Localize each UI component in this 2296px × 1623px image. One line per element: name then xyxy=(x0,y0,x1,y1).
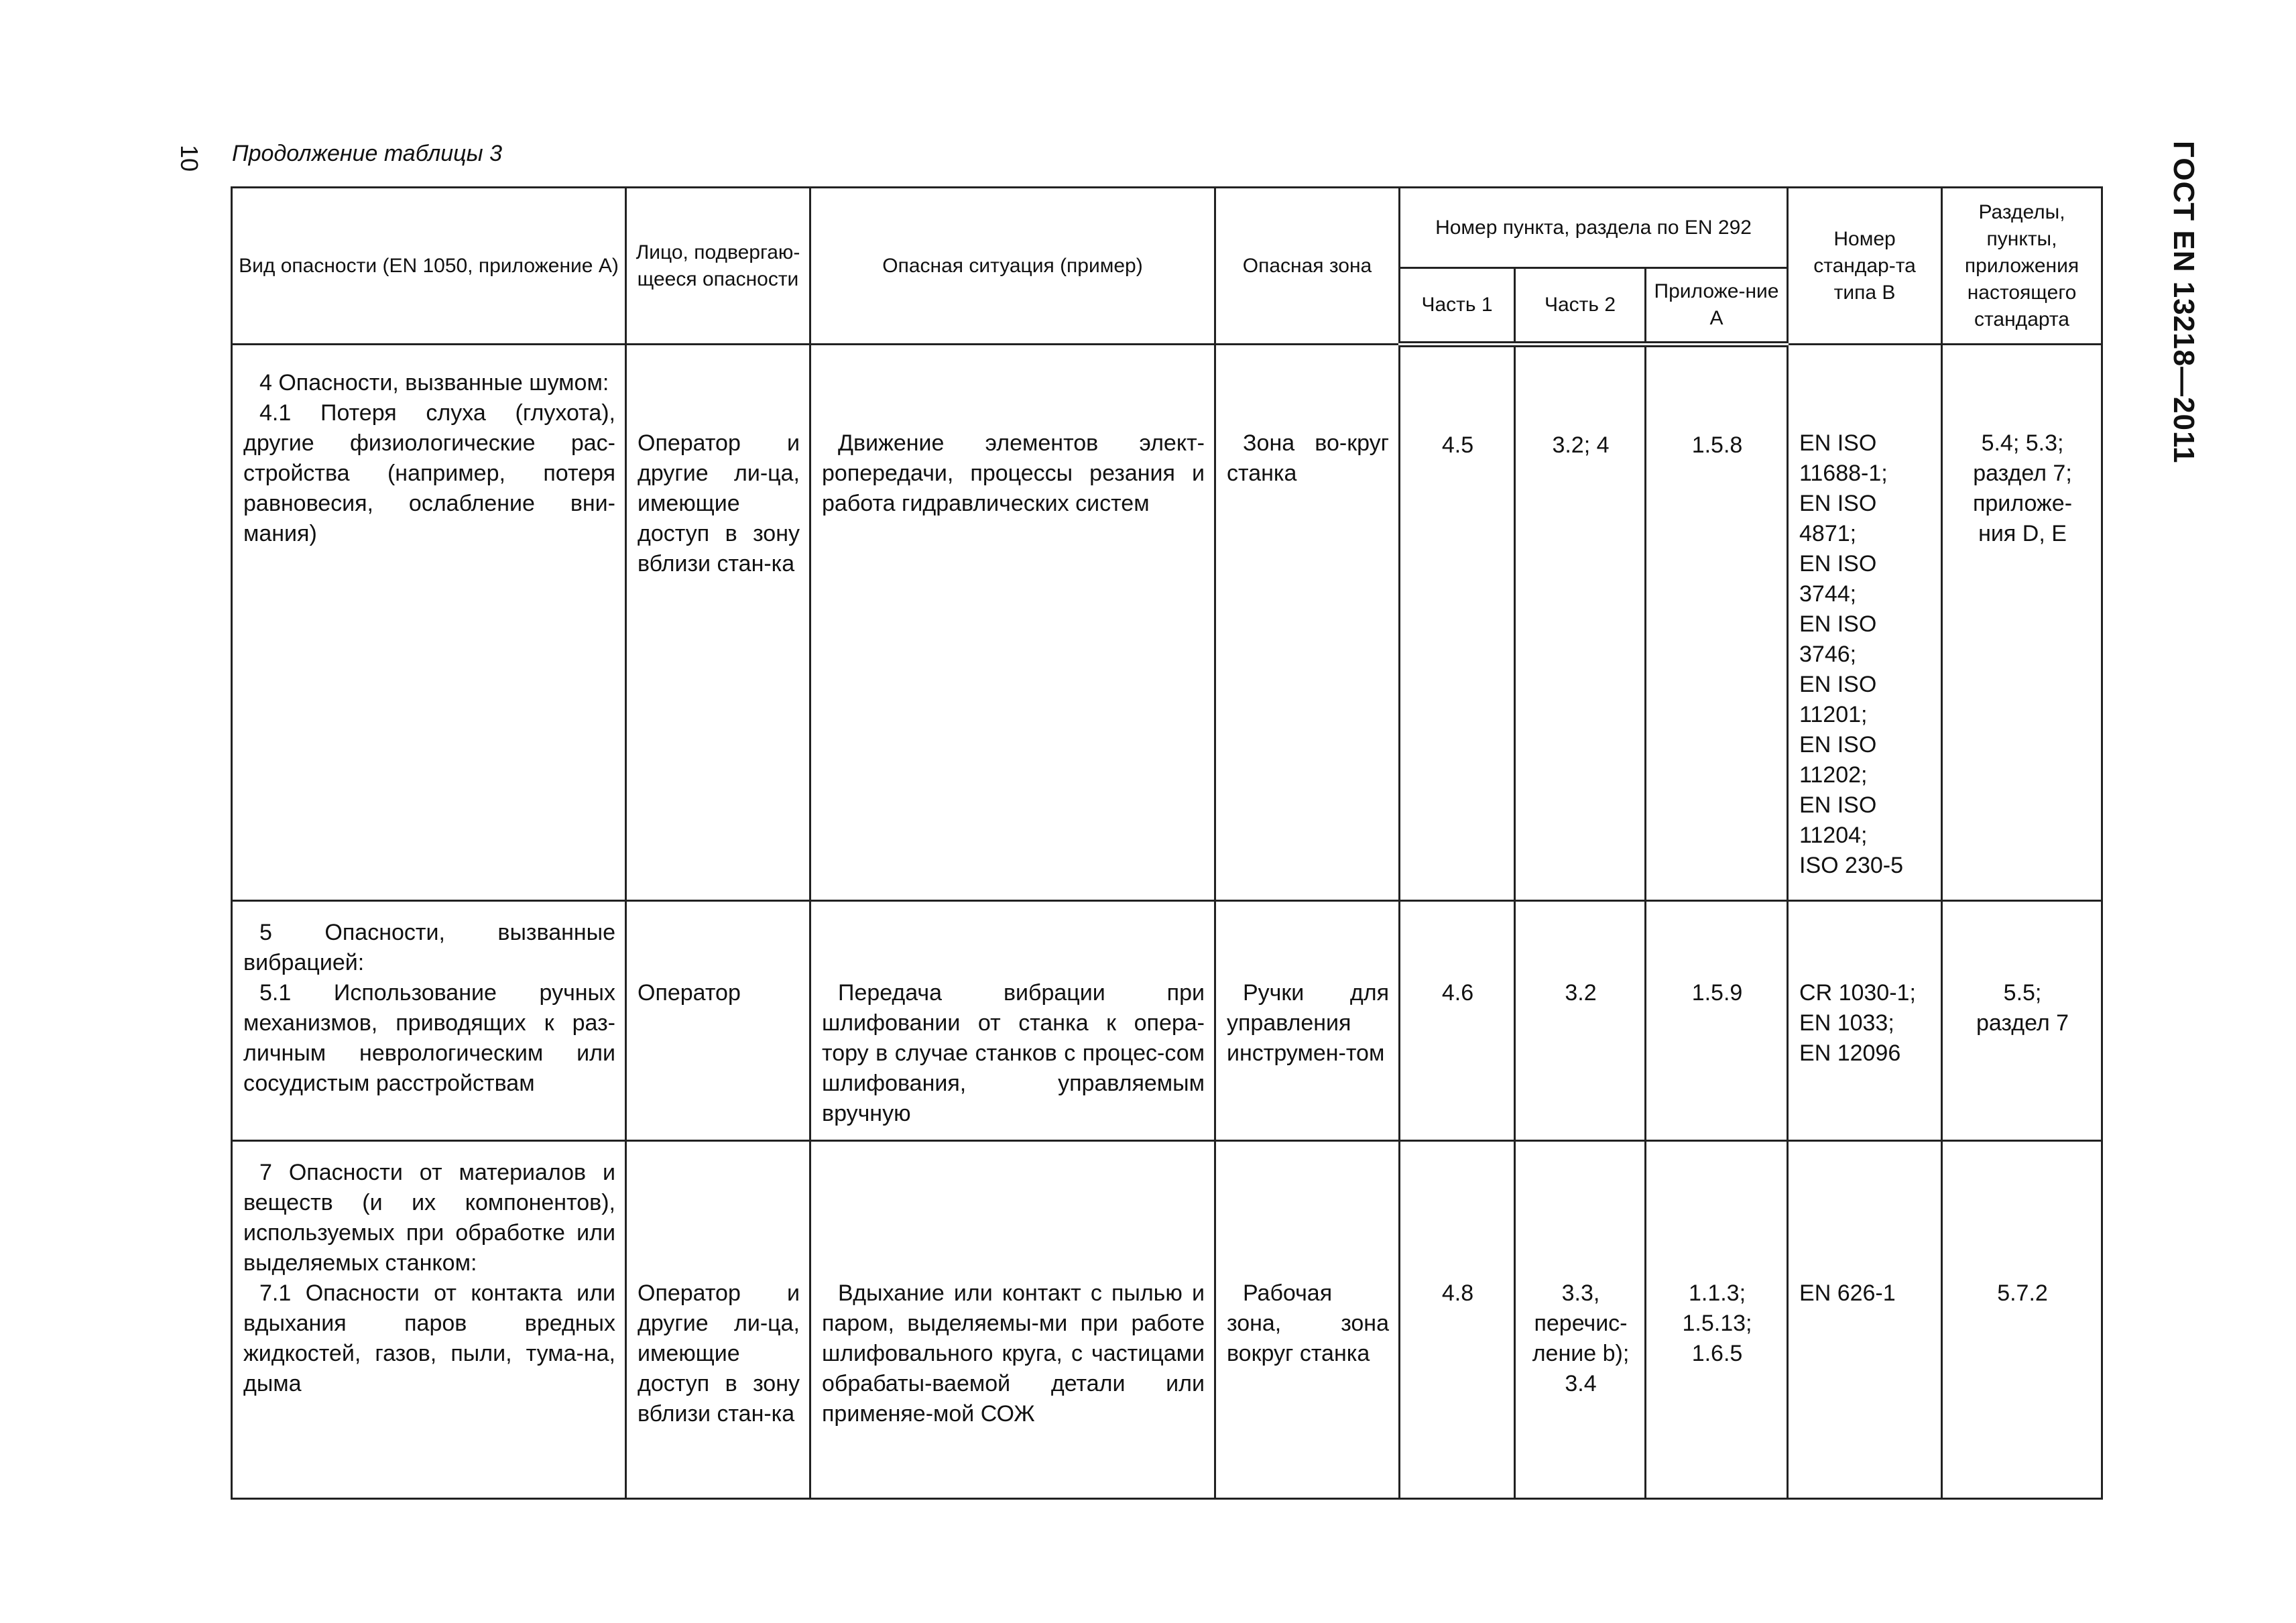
part2-cell: 3.3, перечис- ление b); 3.4 xyxy=(1515,1141,1646,1499)
header-danger-zone: Опасная зона xyxy=(1215,188,1400,345)
page-number: 10 xyxy=(176,145,203,172)
hazard-subitem: 5.1 Использование ручных механизмов, приводящих к раз-личным неврологическим или сосудистым расстройствам xyxy=(243,980,615,1096)
header-en292-group: Номер пункта, раздела по EN 292 xyxy=(1400,188,1788,268)
gost-standard-code: ГОСТ EN 13218—2011 xyxy=(2167,141,2200,464)
hazard-title: 4 Опасности, вызванные шумом: xyxy=(259,370,609,396)
table-row xyxy=(232,345,2102,901)
standards-cell: CR 1030-1; EN 1033; EN 12096 xyxy=(1788,901,1942,1141)
header-part1: Часть 1 xyxy=(1400,268,1515,345)
person-cell: Оператор и другие ли-ца, имеющие доступ в зону вблизи стан-ка xyxy=(626,1141,810,1499)
hazard-subitem: 7.1 Опасности от контакта или вдыхания паров вредных жидкостей, газов, пыли, тума-на, дыма xyxy=(243,1280,615,1396)
header-type-b-standard: Номер стандар-та типа В xyxy=(1788,188,1942,345)
hazard-subitem: 4.1 Потеря слуха (глухота), другие физиологические рас-стройства (например, потеря равновесия, ослабление вни-мания) xyxy=(243,400,615,546)
zone-cell: Ручки для управления инструмен-том xyxy=(1215,901,1400,1141)
part1-cell: 4.5 xyxy=(1400,345,1515,901)
hazard-title: 7 Опасности от материалов и веществ (и их компонентов), используемых при обработке или выделяемых станком: xyxy=(243,1160,615,1276)
clauses-cell: 5.4; 5.3; раздел 7; приложе- ния D, E xyxy=(1942,345,2102,901)
header-this-standard: Разделы, пункты, приложения настоящего стандарта xyxy=(1942,188,2102,345)
annex-cell: 1.5.9 xyxy=(1646,901,1788,1141)
hazard-cell xyxy=(232,901,626,1141)
clauses-cell: 5.7.2 xyxy=(1942,1141,2102,1499)
table-continuation-caption: Продолжение таблицы 3 xyxy=(232,141,502,166)
header-hazard-type: Вид опасности (EN 1050, приложение А) xyxy=(232,188,626,345)
part2-cell: 3.2 xyxy=(1515,901,1646,1141)
part2-cell: 3.2; 4 xyxy=(1515,345,1646,901)
person-cell: Оператор и другие ли-ца, имеющие доступ в зону вблизи стан-ка xyxy=(626,345,810,901)
standards-cell: EN ISO 11688-1; EN ISO 4871; EN ISO 3744; EN ISO 3746; EN ISO 11201; EN ISO 11202; EN ISO 11204; ISO 230-5 xyxy=(1788,345,1942,901)
hazard-title: 5 Опасности, вызванные вибрацией: xyxy=(243,920,615,975)
zone-cell: Рабочая зона, зона вокруг станка xyxy=(1215,1141,1400,1499)
part1-cell: 4.8 xyxy=(1400,1141,1515,1499)
table-row xyxy=(232,901,2102,1141)
hazard-cell xyxy=(232,345,626,901)
standards-cell: EN 626-1 xyxy=(1788,1141,1942,1499)
header-exposed-person: Лицо, подвергаю-щееся опасности xyxy=(626,188,810,345)
header-annex-a: Приложе-ние А xyxy=(1646,268,1788,345)
hazards-table xyxy=(231,186,2103,1500)
zone-cell: Зона во-круг станка xyxy=(1215,345,1400,901)
situation-cell: Движение элементов элект-ропередачи, процессы резания и работа гидравлических систем xyxy=(810,345,1215,901)
situation-cell: Вдыхание или контакт с пылью и паром, выделяемы-ми при работе шлифовального круга, с частицами обрабаты-ваемой детали или применяе-мой СОЖ xyxy=(810,1141,1215,1499)
annex-cell: 1.1.3; 1.5.13; 1.6.5 xyxy=(1646,1141,1788,1499)
person-cell: Оператор xyxy=(626,901,810,1141)
table-row xyxy=(232,1141,2102,1499)
table-header-row-top xyxy=(232,188,2102,268)
header-part2: Часть 2 xyxy=(1515,268,1646,345)
hazard-cell xyxy=(232,1141,626,1499)
clauses-cell: 5.5; раздел 7 xyxy=(1942,901,2102,1141)
header-dangerous-situation: Опасная ситуация (пример) xyxy=(810,188,1215,345)
situation-cell: Передача вибрации при шлифовании от станка к опера-тору в случае станков с процес-сом шлифования, управляемым вручную xyxy=(810,901,1215,1141)
part1-cell: 4.6 xyxy=(1400,901,1515,1141)
annex-cell: 1.5.8 xyxy=(1646,345,1788,901)
